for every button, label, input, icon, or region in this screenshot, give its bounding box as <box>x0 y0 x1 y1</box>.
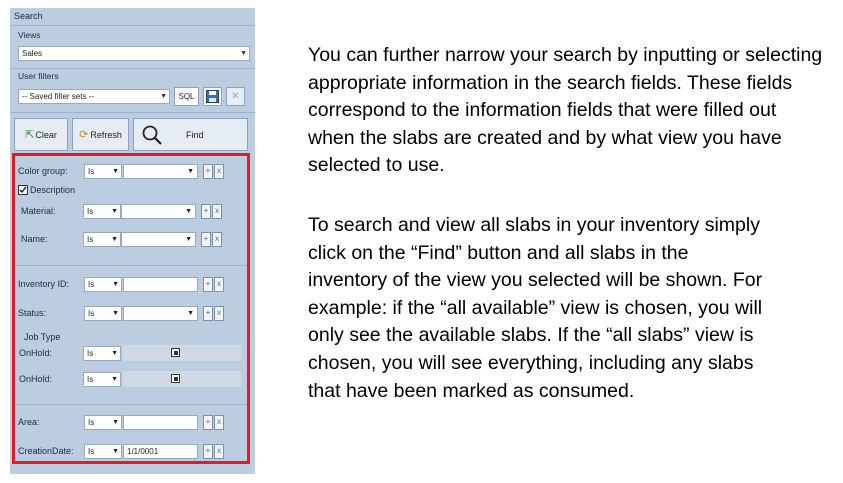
plus-icon: + <box>203 234 209 243</box>
plus-icon: + <box>205 308 211 317</box>
saved-filter-select[interactable] <box>18 89 170 104</box>
chevron-down-icon: ▼ <box>111 350 118 357</box>
plus-icon: + <box>205 166 211 175</box>
inventory-id-remove[interactable] <box>214 277 224 292</box>
onhold-label-2: OnHold: <box>19 374 53 384</box>
find-button-label: Find <box>186 129 204 140</box>
name-remove[interactable] <box>212 232 222 247</box>
color-group-value[interactable] <box>123 164 198 179</box>
close-icon: x <box>215 234 219 243</box>
save-icon <box>206 90 219 103</box>
plus-icon: + <box>203 206 209 215</box>
indeterminate-icon <box>174 377 178 381</box>
op-value: Is <box>87 375 94 384</box>
creation-date-operator[interactable] <box>84 444 122 459</box>
sql-button-label: SQL <box>178 92 195 101</box>
close-icon: x <box>215 206 219 215</box>
status-add[interactable] <box>203 306 213 321</box>
divider <box>15 404 247 405</box>
chevron-down-icon: ▼ <box>111 376 118 383</box>
creation-date-value[interactable] <box>123 444 198 459</box>
area-label: Area: <box>18 417 40 427</box>
name-label: Name: <box>21 234 48 244</box>
creation-date-remove[interactable] <box>214 444 224 459</box>
area-remove[interactable] <box>214 415 224 430</box>
inventory-id-value[interactable] <box>123 277 198 292</box>
inventory-id-add[interactable] <box>203 277 213 292</box>
chevron-down-icon: ▼ <box>240 50 247 57</box>
clear-icon: ⇱ <box>25 129 35 141</box>
chevron-down-icon: ▼ <box>185 236 192 243</box>
area-value[interactable] <box>123 415 198 430</box>
checkmark-icon <box>19 186 27 194</box>
chevron-down-icon: ▼ <box>112 419 119 426</box>
find-button[interactable] <box>133 118 248 151</box>
chevron-down-icon: ▼ <box>111 208 118 215</box>
chevron-down-icon: ▼ <box>112 168 119 175</box>
onhold-value-1[interactable] <box>123 345 241 361</box>
material-remove[interactable] <box>212 204 222 219</box>
plus-icon: + <box>205 417 211 426</box>
name-value[interactable] <box>121 232 196 247</box>
refresh-button[interactable] <box>72 118 129 151</box>
instruction-paragraph-2: To search and view all slabs in your inventory simply click on the “Find” button and all slabs in the inventory of the view you selected will be shown. For example: if the “all available” view is chosen, you will only see the available slabs. If the “all slabs” view is chosen, you will see everything, including any slabs that have been marked as consumed. <box>308 214 763 402</box>
indeterminate-icon <box>174 351 178 355</box>
refresh-button-label: Refresh <box>90 129 122 140</box>
op-value: Is <box>87 207 94 216</box>
chevron-down-icon: ▼ <box>112 448 119 455</box>
status-value[interactable] <box>123 306 198 321</box>
color-group-operator[interactable] <box>84 164 122 179</box>
chevron-down-icon: ▼ <box>185 208 192 215</box>
inventory-id-label: Inventory ID: <box>18 279 70 289</box>
op-value: Is <box>87 349 94 358</box>
name-add[interactable] <box>201 232 211 247</box>
clear-button[interactable] <box>14 118 68 151</box>
views-select-value: Sales <box>22 49 43 58</box>
op-value: Is <box>88 418 95 427</box>
op-value: Is <box>87 235 94 244</box>
color-group-add[interactable] <box>203 164 213 179</box>
area-operator[interactable] <box>84 415 122 430</box>
job-type-label: Job Type <box>24 332 61 342</box>
chevron-down-icon: ▼ <box>187 310 194 317</box>
inventory-id-operator[interactable] <box>84 277 122 292</box>
close-icon: x <box>217 166 221 175</box>
onhold-label-1: OnHold: <box>19 348 53 358</box>
color-group-remove[interactable] <box>214 164 224 179</box>
material-value[interactable] <box>121 204 196 219</box>
chevron-down-icon: ▼ <box>187 168 194 175</box>
saved-filter-value: -- Saved filter sets -- <box>22 92 95 101</box>
onhold-operator-2[interactable] <box>83 372 121 387</box>
onhold-checkbox-2[interactable] <box>171 374 180 383</box>
close-icon: x <box>217 417 221 426</box>
chevron-down-icon: ▼ <box>112 310 119 317</box>
panel-title: Search <box>14 11 43 21</box>
close-icon: x <box>217 308 221 317</box>
creation-date-label: CreationDate: <box>18 446 74 456</box>
chevron-down-icon: ▼ <box>112 281 119 288</box>
views-select[interactable] <box>18 46 250 61</box>
plus-icon: + <box>205 446 211 455</box>
onhold-checkbox-1[interactable] <box>171 348 180 357</box>
chevron-down-icon: ▼ <box>160 93 167 100</box>
refresh-icon: ⟳ <box>79 129 89 141</box>
plus-icon: + <box>205 279 211 288</box>
views-label: Views <box>18 30 41 40</box>
user-filters-label: User filters <box>18 71 59 81</box>
color-group-label: Color group: <box>18 166 68 176</box>
close-icon: x <box>217 446 221 455</box>
save-filter-button[interactable] <box>203 87 222 106</box>
op-value: Is <box>88 280 95 289</box>
chevron-down-icon: ▼ <box>111 236 118 243</box>
status-label: Status: <box>18 308 47 318</box>
filter-fields-box <box>12 153 250 464</box>
onhold-operator-1[interactable] <box>83 346 121 361</box>
description-checkbox[interactable] <box>18 185 28 195</box>
onhold-value-2[interactable] <box>123 371 241 387</box>
op-value: Is <box>88 447 95 456</box>
delete-filter-button[interactable] <box>226 87 245 106</box>
clear-button-label: Clear <box>35 129 57 140</box>
creation-date-add[interactable] <box>203 444 213 459</box>
material-label: Material: <box>21 206 56 216</box>
search-icon <box>141 124 163 146</box>
creation-date-text: 1/1/0001 <box>127 447 159 456</box>
name-operator[interactable] <box>83 232 121 247</box>
material-operator[interactable] <box>83 204 121 219</box>
description-label: Description <box>30 185 76 195</box>
status-operator[interactable] <box>84 306 122 321</box>
op-value: Is <box>88 167 95 176</box>
status-remove[interactable] <box>214 306 224 321</box>
divider <box>15 265 247 266</box>
material-add[interactable] <box>201 204 211 219</box>
instruction-paragraph-1: You can further narrow your search by inputting or selecting appropriate information in the search fields. These fields correspond to the information fields that were filled out when the slabs are created and by what view you have selected to use. <box>308 44 823 177</box>
area-add[interactable] <box>203 415 213 430</box>
sql-button[interactable] <box>174 87 199 106</box>
op-value: Is <box>88 309 95 318</box>
close-icon: x <box>217 279 221 288</box>
close-icon: ✕ <box>231 91 240 102</box>
